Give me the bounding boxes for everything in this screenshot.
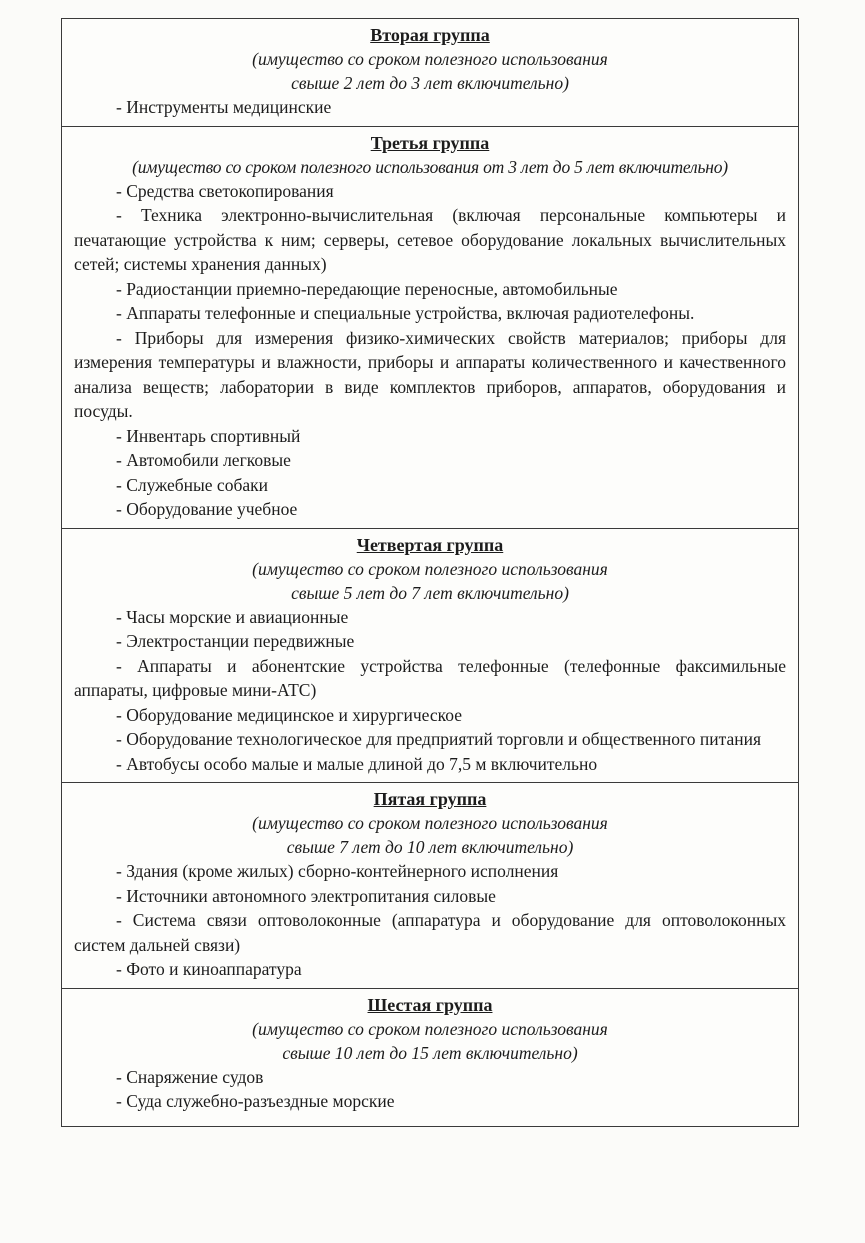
group-title: Пятая группа: [373, 789, 487, 809]
group-note: (имущество со сроком полезного использования: [252, 558, 608, 579]
group-item: - Техника электронно-вычислительная (включая персональные компьютеры и печатающие устройства к ним; серверы, сетевое оборудование локальных вычислительных сетей; системы хранения данных): [74, 205, 786, 274]
group-6-section: [62, 989, 798, 1126]
group-note: свыше 2 лет до 3 лет включительно): [291, 73, 569, 93]
group-item: - Суда служебно-разъездные морские: [116, 1091, 395, 1111]
group-item: - Средства светокопирования: [116, 180, 334, 201]
group-title: Третья группа: [370, 132, 490, 153]
group-note: свыше 10 лет до 15 лет включительно): [282, 1042, 578, 1063]
group-item: - Аппараты телефонные и специальные устройства, включая радиотелефоны.: [116, 303, 695, 323]
group-item: - Автобусы особо малые и малые длиной до 7,5 м включительно: [116, 753, 598, 774]
group-item: - Радиостанции приемно-передающие переносные, автомобильные: [116, 278, 618, 299]
group-note: (имущество со сроком полезного использования: [252, 1018, 608, 1039]
group-item: - Автомобили легковые: [116, 450, 291, 470]
group-item: - Инвентарь спортивный: [116, 425, 301, 446]
group-item: - Оборудование медицинское и хирургическое: [116, 704, 462, 725]
group-title: Четвертая группа: [356, 534, 504, 555]
group-title: Вторая группа: [370, 25, 490, 45]
group-item: - Снаряжение судов: [116, 1066, 264, 1087]
depreciation-groups-table: [61, 18, 799, 1127]
group-item: - Источники автономного электропитания силовые: [116, 885, 496, 906]
group-item: - Оборудование технологическое для предприятий торговли и общественного питания: [116, 729, 762, 749]
group-item: - Здания (кроме жилых) сборно-контейнерного исполнения: [116, 861, 559, 881]
group-note: свыше 5 лет до 7 лет включительно): [291, 582, 569, 603]
group-item: - Инструменты медицинские: [116, 97, 332, 117]
group-note: (имущество со сроком полезного использования от 3 лет до 5 лет включительно): [132, 156, 728, 177]
group-5-section: [62, 783, 798, 989]
group-note: (имущество со сроком полезного использования: [252, 49, 608, 69]
group-note: свыше 7 лет до 10 лет включительно): [286, 837, 574, 857]
group-2-section: [62, 19, 798, 127]
group-item: - Приборы для измерения физико-химических свойств материалов; приборы для измерения температуры и влажности, приборы и аппараты количественного и качественного анализа веществ; лаборатории в виде комплектов приборов, аппаратов, оборудования и посуды.: [74, 327, 786, 421]
group-item: - Оборудование учебное: [116, 499, 298, 519]
group-item: - Часы морские и авиационные: [116, 606, 349, 627]
group-3-section: [62, 127, 798, 529]
group-item: - Служебные собаки: [116, 474, 268, 495]
group-title: Шестая группа: [367, 994, 493, 1015]
group-item: - Система связи оптоволоконные (аппаратура и оборудование для оптоволоконных систем дальней связи): [74, 910, 786, 955]
group-item: - Аппараты и абонентские устройства телефонные (телефонные факсимильные аппараты, цифровые мини-АТС): [74, 655, 786, 700]
group-4-section: [62, 529, 798, 784]
group-item: - Электростанции передвижные: [116, 631, 355, 651]
group-note: (имущество со сроком полезного использования: [252, 813, 608, 833]
group-item: - Фото и киноаппаратура: [116, 959, 302, 979]
